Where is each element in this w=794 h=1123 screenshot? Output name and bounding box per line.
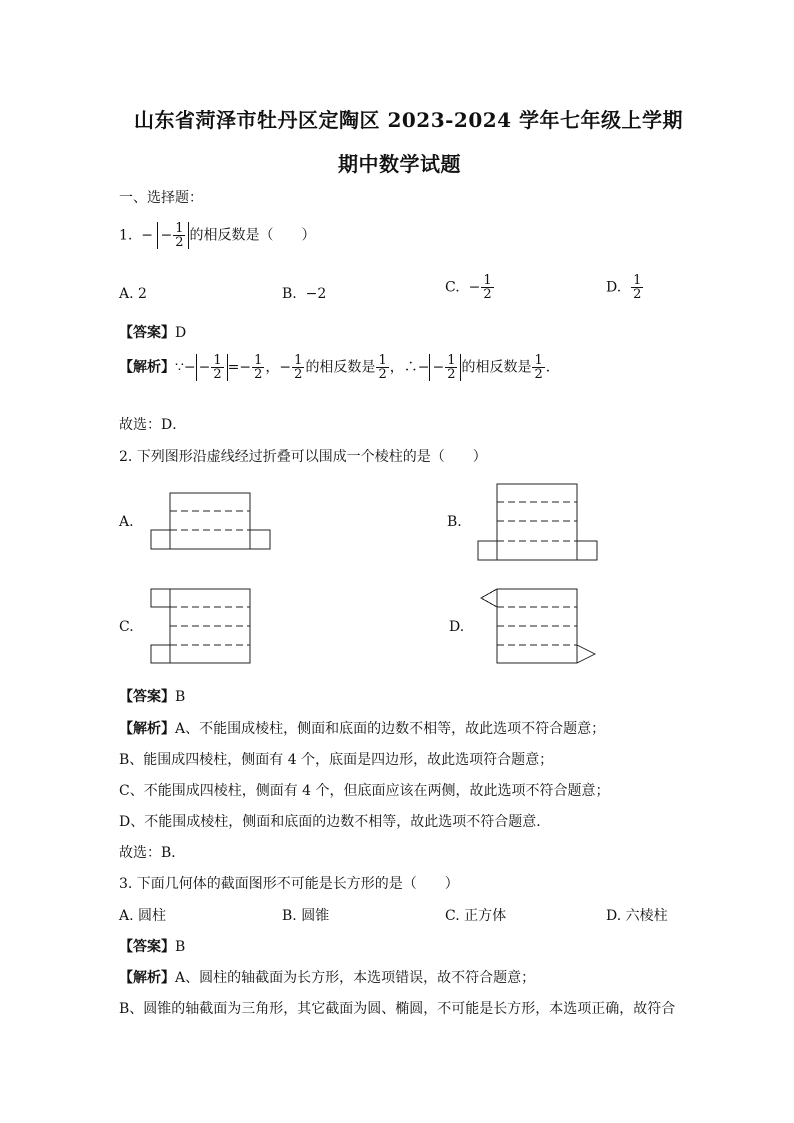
section-heading: 一、选择题： xyxy=(119,190,203,206)
q1-inner-neg: − xyxy=(160,227,173,244)
q2-analysis-line-2: B、能围成四棱柱，侧面有 4 个，底面是四边形，故此选项符合题意； xyxy=(119,752,554,768)
q3-answer: 【答案】B xyxy=(119,939,186,955)
q2-label-a: A. xyxy=(119,514,134,530)
q2-figure-c xyxy=(151,589,250,663)
q2-label-d: D. xyxy=(449,619,465,635)
q3-option-c: C. 正方体 xyxy=(445,908,507,924)
q1-option-a: A. 2 xyxy=(119,286,147,302)
q1-option-b: B. −2 xyxy=(282,286,327,302)
q1-neg-sign: − xyxy=(141,227,153,244)
q2-figure-b xyxy=(478,484,597,560)
q1-conclusion: 故选：D． xyxy=(119,417,187,433)
q2-analysis-line-3: C、不能围成四棱柱，侧面有 4 个，但底面应该在两侧，故此选项不符合题意； xyxy=(119,783,610,799)
q1-option-d: D. $\frac{1}{2}$ xyxy=(606,273,642,302)
q3-analysis-line-1: 【解析】A、圆柱的轴截面为长方形，本选项错误，故不符合题意； xyxy=(119,970,536,986)
q2-label-c: C. xyxy=(119,619,134,635)
q3-stem: 3. 下面几何体的截面图形不可能是长方形的是（ ） xyxy=(119,876,459,892)
q2-answer: 【答案】B xyxy=(119,689,186,705)
q3-option-d: D. 六棱柱 xyxy=(606,908,668,924)
page-title-line1: 山东省菏泽市牡丹区定陶区 2023-2024 学年七年级上学期 xyxy=(134,108,684,132)
q1-option-c: C. − $\frac{1}{2}$ xyxy=(445,273,492,302)
q1-answer: 【答案】D xyxy=(119,325,187,341)
q3-analysis-line-2: B、圆锥的轴截面为三角形，其它截面为圆、椭圆，不可能是长方形，本选项正确，故符合 xyxy=(119,1001,676,1017)
q1-analysis: 【解析】∵− − $\frac{1}{2}$ =− $\frac{1}{2}$ ，− $\frac{1}{2}$ 的相反数是 $\frac{1}{2}$ ，∴− − $\frac{1}{2}$ 的相反数是 $\frac{1}{2}$ ． xyxy=(119,353,560,382)
q1-fraction: $\frac{1}{2}$ xyxy=(175,221,184,250)
page-title-line2: 期中数学试题 xyxy=(338,152,461,176)
q2-label-b: B. xyxy=(447,514,462,530)
q2-figure-a xyxy=(151,493,270,549)
q2-stem: 2. 下列图形沿虚线经过折叠可以围成一个棱柱的是（ ） xyxy=(119,449,487,465)
q3-option-b: B. 圆锥 xyxy=(282,908,330,924)
q2-analysis-line-4: D、不能围成棱柱，侧面和底面的边数不相等，故此选项不符合题意. xyxy=(119,814,541,830)
q3-option-a: A. 圆柱 xyxy=(119,908,167,924)
q1-stem-text: 的相反数是（ ） xyxy=(189,227,316,244)
q2-figure-d xyxy=(481,589,595,663)
q1-number: 1. xyxy=(119,227,133,244)
q2-conclusion: 故选：B． xyxy=(119,845,186,861)
q2-analysis-line-1: 【解析】A、不能围成棱柱，侧面和底面的边数不相等，故此选项不符合题意； xyxy=(119,721,606,737)
